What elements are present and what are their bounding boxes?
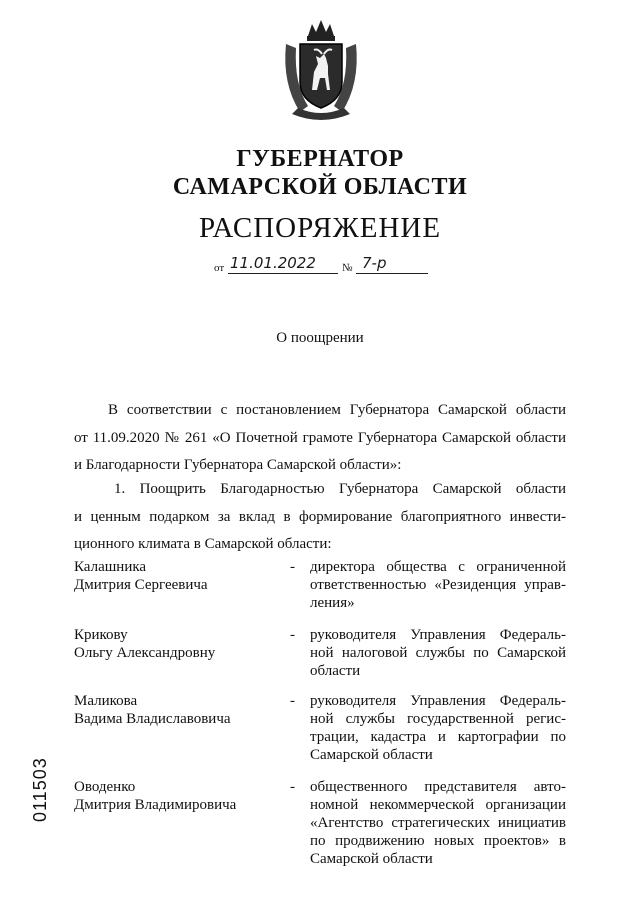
recipient-position: директора общества с ограниченной ответственностью «Резиденция управ- ления» [310,559,566,611]
date-label: от [214,262,225,274]
recipient-position: руководителя Управления Федераль- ной службы государственной регис- трации, кадастра и картографии по Самарской области [310,693,566,763]
date-underline [228,273,338,274]
registration-line [214,254,434,276]
samara-coat-of-arms-icon [278,14,364,124]
recipient-separator: - [290,627,295,643]
authority-line-1: ГУБЕРНАТОР [236,146,404,172]
recipient-name: Калашника Дмитрия Сергеевича [74,559,208,593]
preamble [74,397,566,480]
recipient-position: общественного представителя авто- номной некоммерческой организации «Агентство стратегических инициатив по продвижению новых проектов» в Самарской области [310,779,566,867]
recipient-name: Маликова Вадима Владиславовича [74,693,231,727]
number-label: № [342,262,353,274]
clause-line: ционного климата в Самарской области: [74,536,332,552]
preamble-line: В соответствии с постановлением Губернатора Самарской области [108,402,566,418]
clause-1 [74,476,566,559]
authority-line-2: САМАРСКОЙ ОБЛАСТИ [172,174,468,200]
serial-number: 011503 [30,757,50,822]
clause-line: 1. Поощрить Благодарностью Губернатора Самарской области [114,481,566,497]
date-value: 11.01.2022 [230,254,316,272]
document-type: РАСПОРЯЖЕНИЕ [198,212,442,244]
recipient-separator: - [290,693,295,709]
recipient-position: руководителя Управления Федераль- ной налоговой службы по Самарской области [310,627,566,679]
recipient-name: Оводенко Дмитрия Владимировича [74,779,237,813]
number-value: 7-р [362,254,387,272]
recipient-separator: - [290,559,295,575]
clause-line: и ценным подарком за вклад в формирование благоприятного инвести- [74,508,566,525]
recipient-separator: - [290,779,295,795]
preamble-line: и Благодарности Губернатора Самарской области»: [74,457,402,473]
recipient-name: Крикову Ольгу Александровну [74,627,216,661]
document-subject: О поощрении [276,330,364,346]
number-underline [356,273,428,274]
preamble-line: от 11.09.2020 № 261 «О Почетной грамоте Губернатора Самарской области [74,429,566,446]
